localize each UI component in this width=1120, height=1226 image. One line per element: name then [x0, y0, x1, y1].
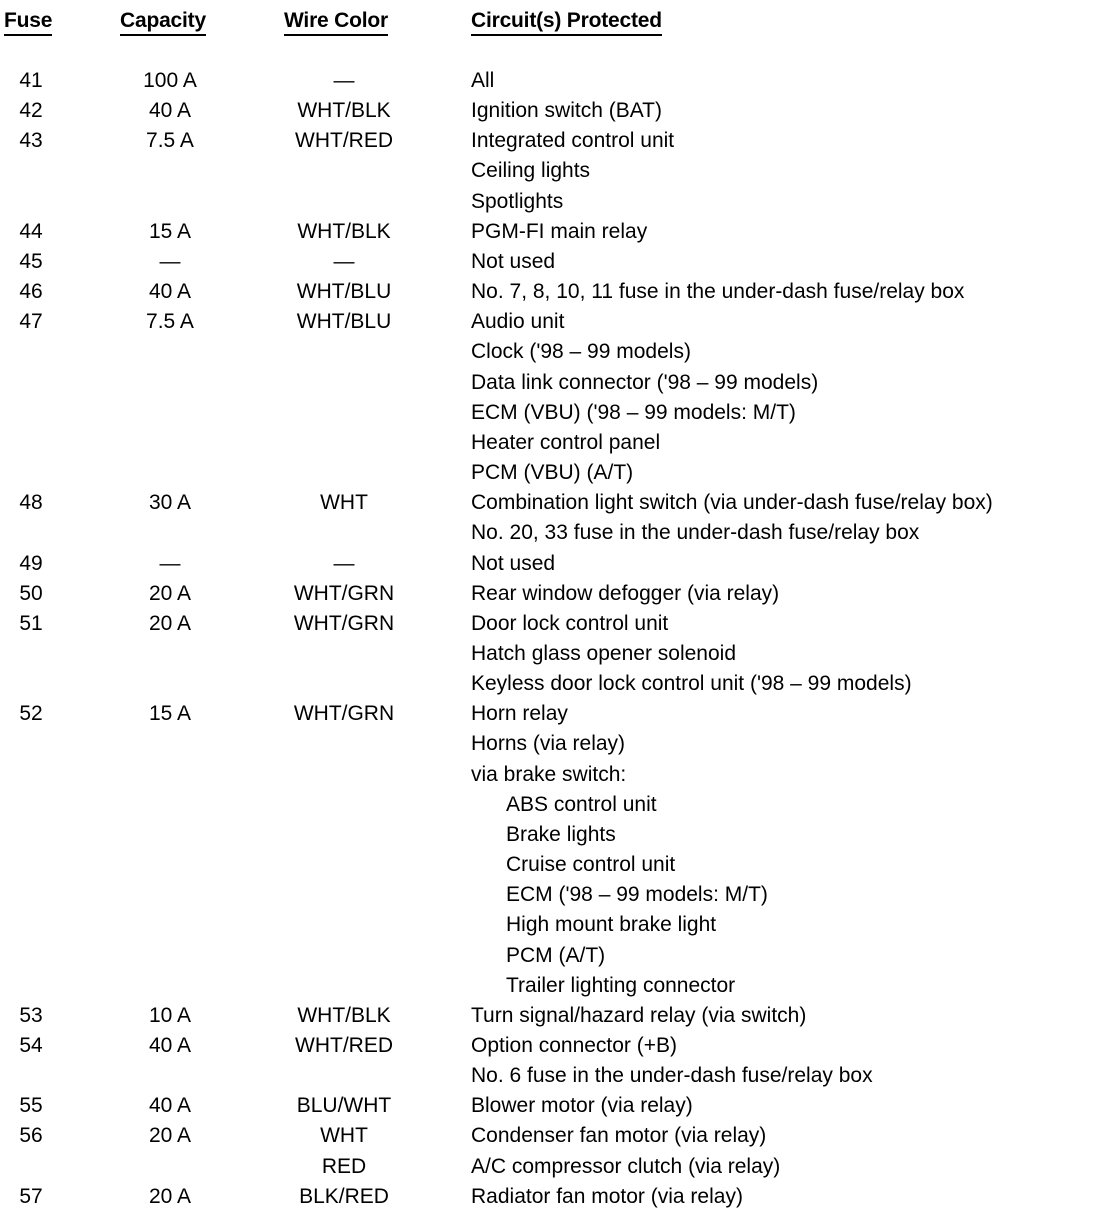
capacity-value: 40 A — [148, 99, 192, 123]
wire-color-value: RED — [321, 1154, 367, 1178]
table-row — [0, 126, 1120, 156]
wire-color-value: — — [333, 69, 355, 92]
capacity-value: 20 A — [148, 611, 192, 635]
wire-color-value: WHT/BLK — [297, 219, 391, 243]
fuse-number: 55 — [19, 1094, 43, 1118]
table-row — [0, 669, 1120, 699]
circuit-protected: ECM (VBU) ('98 – 99 models: M/T) — [471, 400, 796, 424]
table-row — [0, 247, 1120, 277]
capacity-value: 30 A — [148, 491, 192, 515]
capacity-value: 40 A — [148, 1094, 192, 1118]
capacity-value: 20 A — [148, 1184, 192, 1208]
wire-color-value: WHT/GRN — [293, 581, 395, 605]
table-row — [0, 910, 1120, 940]
wire-color-value: — — [333, 249, 355, 273]
circuit-protected: Brake lights — [506, 822, 616, 846]
capacity-value: 40 A — [148, 280, 192, 304]
capacity-value: 20 A — [148, 1124, 192, 1148]
wire-color-value: BLK/RED — [299, 1184, 389, 1208]
header-capacity: Capacity — [120, 8, 206, 36]
circuit-protected: Combination light switch (via under-dash fuse/relay box) — [471, 491, 993, 515]
fuse-number: 41 — [19, 69, 43, 92]
wire-color-value: WHT/RED — [295, 129, 393, 153]
capacity-value: 100 A — [143, 69, 197, 92]
wire-color-value: WHT/GRN — [293, 611, 395, 635]
fuse-number: 50 — [19, 581, 43, 605]
capacity-value: 40 A — [148, 1034, 192, 1057]
table-row — [0, 1121, 1120, 1151]
circuit-protected: Clock ('98 – 99 models) — [471, 340, 691, 364]
capacity-value: 7.5 A — [146, 129, 194, 153]
circuit-protected: Horn relay — [471, 702, 568, 726]
fuse-number: 48 — [19, 491, 43, 515]
header-circuits-protected: Circuit(s) Protected — [471, 8, 662, 36]
wire-color-value: WHT/BLK — [297, 99, 391, 123]
circuit-protected: No. 7, 8, 10, 11 fuse in the under-dash fuse/relay box — [471, 280, 965, 304]
table-row — [0, 307, 1120, 337]
circuit-protected: Not used — [471, 249, 556, 273]
table-row — [0, 729, 1120, 759]
wire-color-value: BLU/WHT — [296, 1094, 392, 1118]
wire-color-value: WHT — [320, 491, 368, 515]
circuit-protected: Condenser fan motor (via relay) — [471, 1124, 767, 1148]
table-row — [0, 971, 1120, 1001]
table-row — [0, 428, 1120, 458]
table-row — [0, 518, 1120, 548]
circuit-protected: PGM-FI main relay — [471, 219, 648, 243]
capacity-value: 10 A — [148, 1003, 192, 1027]
capacity-value: 7.5 A — [146, 310, 194, 334]
circuit-protected: High mount brake light — [506, 913, 717, 937]
circuit-protected: Ignition switch (BAT) — [471, 99, 662, 123]
table-row — [0, 458, 1120, 488]
wire-color-value: WHT/BLU — [296, 280, 392, 304]
fuse-number: 44 — [19, 219, 43, 243]
fuse-number: 45 — [19, 249, 43, 273]
capacity-value: — — [159, 249, 181, 273]
circuit-protected: Door lock control unit — [471, 611, 669, 635]
wire-color-value: WHT/BLK — [297, 1003, 391, 1027]
circuit-protected: Not used — [471, 551, 556, 575]
table-row — [0, 96, 1120, 126]
circuit-protected: Blower motor (via relay) — [471, 1094, 693, 1118]
table-row — [0, 820, 1120, 850]
table-row — [0, 609, 1120, 639]
circuit-protected: All — [471, 69, 495, 92]
fuse-number: 56 — [19, 1124, 43, 1148]
table-row — [0, 217, 1120, 247]
circuit-protected: Radiator fan motor (via relay) — [471, 1184, 743, 1208]
circuit-protected: PCM (VBU) (A/T) — [471, 461, 634, 485]
circuit-protected: No. 20, 33 fuse in the under-dash fuse/relay box — [471, 521, 920, 545]
table-row — [0, 368, 1120, 398]
table-row — [0, 880, 1120, 910]
circuit-protected: Heater control panel — [471, 430, 661, 454]
fuse-number: 57 — [19, 1184, 43, 1208]
wire-color-value: WHT — [320, 1124, 368, 1148]
table-row — [0, 1182, 1120, 1212]
table-row — [0, 337, 1120, 367]
fuse-number: 47 — [19, 310, 43, 334]
table-row — [0, 66, 1120, 96]
header-wire-color: Wire Color — [284, 8, 388, 36]
fuse-number: 49 — [19, 551, 43, 575]
circuit-protected: A/C compressor clutch (via relay) — [471, 1154, 781, 1178]
table-row — [0, 488, 1120, 518]
table-row — [0, 790, 1120, 820]
fuse-number: 51 — [19, 611, 43, 635]
fuse-number: 42 — [19, 99, 43, 123]
wire-color-value: WHT/GRN — [293, 702, 395, 726]
table-row — [0, 1091, 1120, 1121]
table-row — [0, 579, 1120, 609]
circuit-protected: ABS control unit — [506, 792, 657, 816]
fuse-number: 54 — [19, 1034, 43, 1057]
circuit-protected: Data link connector ('98 – 99 models) — [471, 370, 819, 394]
circuit-protected: No. 6 fuse in the under-dash fuse/relay box — [471, 1064, 873, 1088]
table-row — [0, 398, 1120, 428]
wire-color-value: — — [333, 551, 355, 575]
fuse-number: 52 — [19, 702, 43, 726]
circuit-protected: Integrated control unit — [471, 129, 675, 153]
table-row — [0, 277, 1120, 307]
circuit-protected: Cruise control unit — [506, 853, 676, 877]
circuit-protected: Spotlights — [471, 189, 564, 213]
circuit-protected: Trailer lighting connector — [506, 973, 736, 997]
circuit-protected: PCM (A/T) — [506, 943, 606, 967]
circuit-protected: Rear window defogger (via relay) — [471, 581, 780, 605]
table-row — [0, 1001, 1120, 1031]
circuit-protected: Turn signal/hazard relay (via switch) — [471, 1003, 807, 1027]
table-row — [0, 639, 1120, 669]
circuit-protected: ECM ('98 – 99 models: M/T) — [506, 883, 768, 907]
table-row — [0, 1061, 1120, 1091]
table-row — [0, 760, 1120, 790]
table-row — [0, 187, 1120, 217]
circuit-protected: Keyless door lock control unit ('98 – 99 models) — [471, 672, 912, 696]
circuit-protected: Audio unit — [471, 310, 565, 334]
capacity-value: 20 A — [148, 581, 192, 605]
table-row — [0, 549, 1120, 579]
table-row — [0, 1031, 1120, 1061]
table-row — [0, 850, 1120, 880]
capacity-value: 15 A — [148, 702, 192, 726]
wire-color-value: WHT/RED — [295, 1034, 393, 1057]
fuse-number: 46 — [19, 280, 43, 304]
table-row — [0, 1152, 1120, 1182]
circuit-protected: Hatch glass opener solenoid — [471, 641, 737, 665]
fuse-table-body — [0, 66, 1120, 1212]
capacity-value: — — [159, 551, 181, 575]
circuit-protected: via brake switch: — [471, 762, 627, 786]
capacity-value: 15 A — [148, 219, 192, 243]
table-row — [0, 699, 1120, 729]
circuit-protected: Option connector (+B) — [471, 1034, 678, 1057]
circuit-protected: Ceiling lights — [471, 159, 591, 183]
table-row — [0, 941, 1120, 971]
circuit-protected: Horns (via relay) — [471, 732, 626, 756]
fuse-number: 53 — [19, 1003, 43, 1027]
header-fuse: Fuse — [4, 8, 52, 36]
fuse-number: 43 — [19, 129, 43, 153]
wire-color-value: WHT/BLU — [296, 310, 392, 334]
table-row — [0, 156, 1120, 186]
